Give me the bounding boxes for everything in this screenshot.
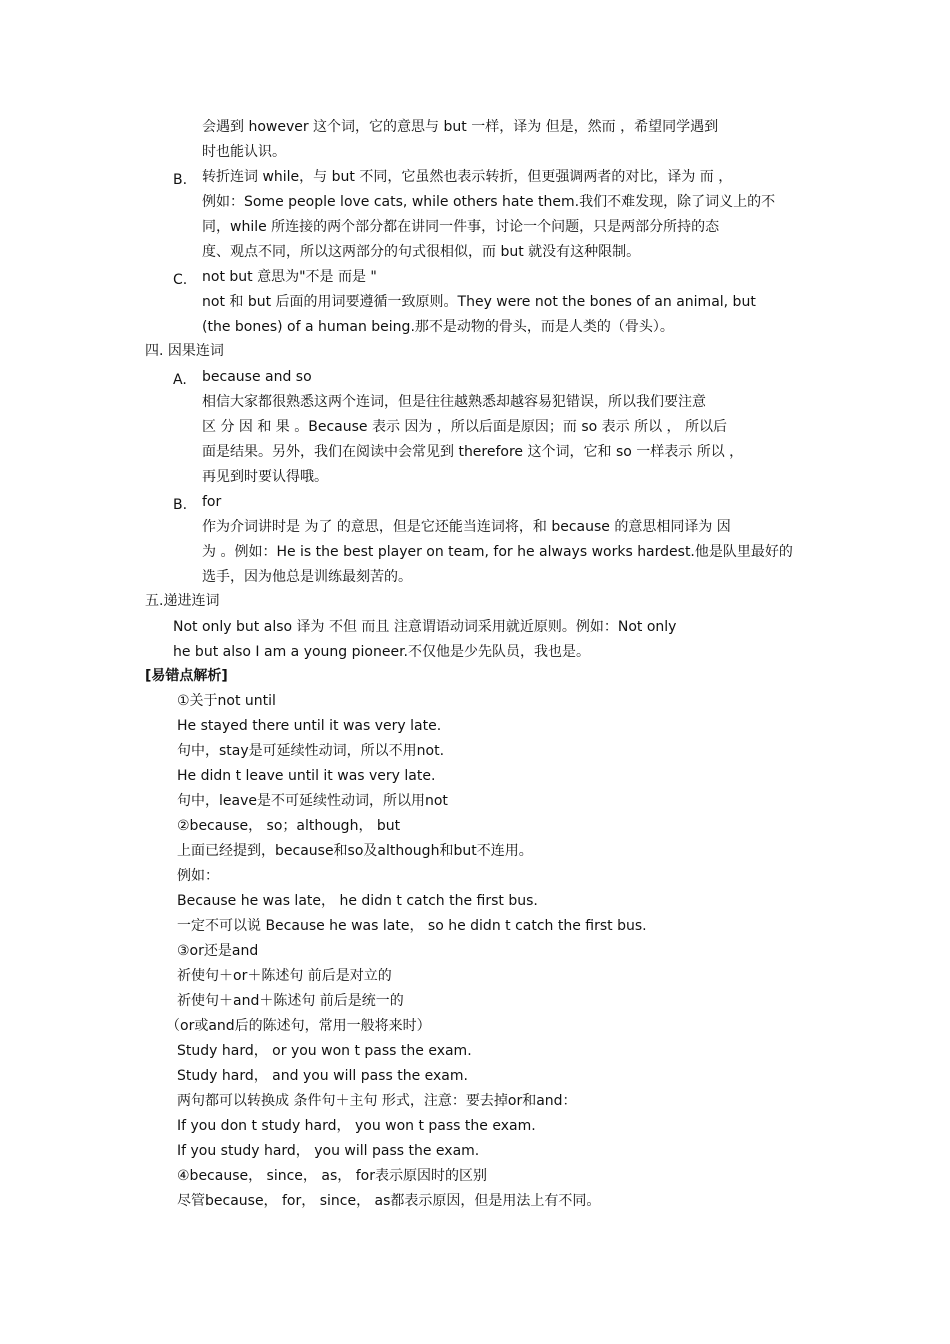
paragraph-line: 区 分 因 和 果 。Because 表示 因为 ，所以后面是原因；而 so 表示 所以 ， 所以后 <box>202 419 727 435</box>
section-heading-4: 四. 因果连词 <box>145 343 224 359</box>
paragraph-line: 一定不可以说 Because he was late， so he didn t catch the first bus. <box>177 918 647 934</box>
section-heading-errors: [易错点解析] <box>145 668 228 684</box>
paragraph-line: 转折连词 while，与 but 不同，它虽然也表示转折，但更强调两者的对比，译为 而 ， <box>202 169 733 185</box>
paragraph-line: 祈使句＋and＋陈述句 前后是统一的 <box>177 993 404 1009</box>
paragraph-line: ②because， so；although， but <box>177 818 401 834</box>
paragraph-line: 作为介词讲时是 为了 的意思，但是它还能当连词将，和 because 的意思相同译为 因 <box>202 519 731 535</box>
paragraph-line: 两句都可以转换成 条件句＋主句 形式，注意：要去掉or和and： <box>177 1093 577 1109</box>
list-marker-b2: B. <box>173 497 188 513</box>
paragraph-line: 度、观点不同，所以这两部分的句式很相似，而 but 就没有这种限制。 <box>202 244 641 260</box>
paragraph-line: 句中，leave是不可延续性动词，所以用not <box>177 793 448 809</box>
paragraph-line: Study hard， or you won t pass the exam. <box>177 1043 472 1059</box>
paragraph-line: ①关于not until <box>177 693 276 709</box>
paragraph-line: 例如： <box>177 868 219 884</box>
paragraph-line: Because he was late， he didn t catch the first bus. <box>177 893 538 909</box>
paragraph-line: He didn t leave until it was very late. <box>177 768 436 784</box>
list-marker-a: A. <box>173 372 187 388</box>
paragraph-line: because and so <box>202 369 312 385</box>
paragraph-line: 为 。例如：He is the best player on team, for he always works hardest.他是队里最好的 <box>202 544 793 560</box>
paragraph-line: 再见到时要认得哦。 <box>202 469 328 485</box>
paragraph-line: 例如：Some people love cats, while others hate them.我们不难发现，除了词义上的不 <box>202 194 776 210</box>
paragraph-line: 时也能认识。 <box>202 144 286 160</box>
paragraph-line: If you study hard， you will pass the exam. <box>177 1143 480 1159</box>
paragraph-line: Not only but also 译为 不但 而且 注意谓语动词采用就近原则。例如：Not only <box>173 619 677 635</box>
paragraph-line: 会遇到 however 这个词，它的意思与 but 一样，译为 但是，然而 ，希望同学遇到 <box>202 119 719 135</box>
paragraph-line: 面是结果。另外，我们在阅读中会常见到 therefore 这个词，它和 so 一样表示 所以 ， <box>202 444 744 460</box>
paragraph-line: 相信大家都很熟悉这两个连词，但是往往越熟悉却越容易犯错误，所以我们要注意 <box>202 394 706 410</box>
paragraph-line: Study hard， and you will pass the exam. <box>177 1068 468 1084</box>
paragraph-line: not 和 but 后面的用词要遵循一致原则。They were not the bones of an animal, but <box>202 294 756 310</box>
paragraph-line: ④because， since， as， for表示原因时的区别 <box>177 1168 487 1184</box>
paragraph-line: ③or还是and <box>177 943 259 959</box>
paragraph-line: 上面已经提到，because和so及although和but不连用。 <box>177 843 533 859</box>
paragraph-line: for <box>202 494 222 510</box>
paragraph-line: 尽管because， for， since， as都表示原因，但是用法上有不同。 <box>177 1193 601 1209</box>
paragraph-line: 同，while 所连接的两个部分都在讲同一件事，讨论一个问题，只是两部分所持的态 <box>202 219 720 235</box>
paragraph-line: 祈使句＋or＋陈述句 前后是对立的 <box>177 968 392 984</box>
paragraph-line: he but also I am a young pioneer.不仅他是少先队员，我也是。 <box>173 644 590 660</box>
paragraph-line: not but 意思为"不是 而是 " <box>202 269 377 285</box>
paragraph-line: If you don t study hard， you won t pass the exam. <box>177 1118 536 1134</box>
list-marker-c: C. <box>173 272 188 288</box>
paragraph-line: （or或and后的陈述句，常用一般将来时） <box>166 1018 431 1034</box>
paragraph-line: 句中，stay是可延续性动词，所以不用not. <box>177 743 445 759</box>
paragraph-line: 选手，因为他总是训练最刻苦的。 <box>202 569 412 585</box>
list-marker-b: B. <box>173 172 188 188</box>
paragraph-line: He stayed there until it was very late. <box>177 718 442 734</box>
paragraph-line: (the bones) of a human being.那不是动物的骨头，而是人类的（骨头）。 <box>202 319 674 335</box>
section-heading-5: 五.递进连词 <box>145 593 220 609</box>
